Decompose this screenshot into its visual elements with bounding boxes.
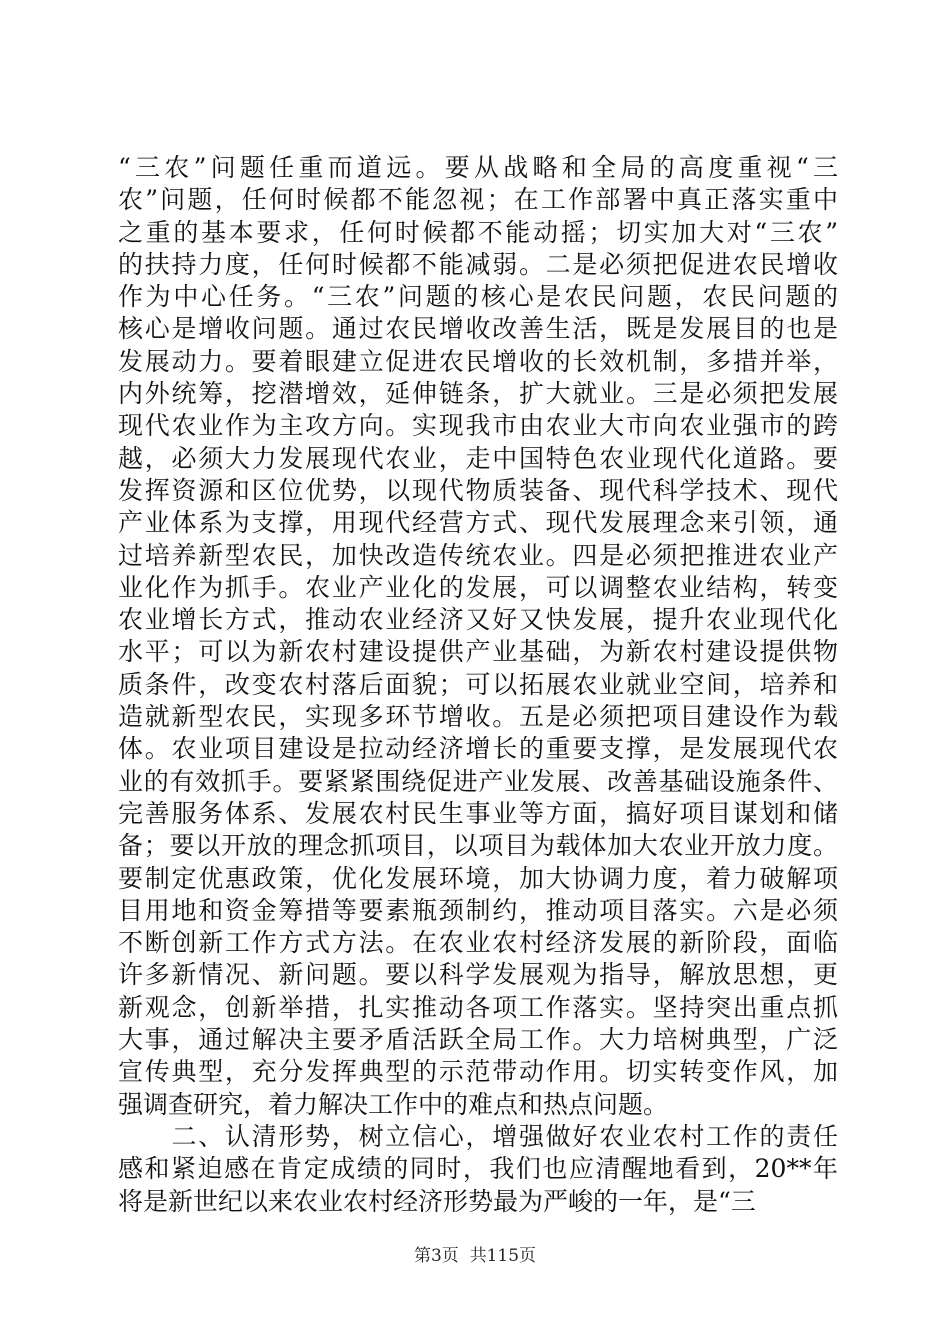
text-line: 备；要以开放的理念抓项目，以项目为载体加大农业开放力度。 [118, 831, 838, 861]
text-line: 许多新情况、新问题。要以科学发展观为指导，解放思想，更 [118, 960, 838, 990]
text-line: 的扶持力度，任何时候都不能减弱。二是必须把促进农民增收 [118, 249, 838, 279]
text-line: 之重的基本要求，任何时候都不能动摇；切实加大对“三农” [118, 217, 838, 247]
text-line: 新观念，创新举措，扎实推动各项工作落实。坚持突出重点抓 [118, 992, 838, 1022]
text-line: 水平；可以为新农村建设提供产业基础，为新农村建设提供物 [118, 637, 838, 667]
text-line: 强调查研究，着力解决工作中的难点和热点问题。 [118, 1089, 669, 1119]
text-line: 质条件，改变农村落后面貌；可以拓展农业就业空间，培养和 [118, 669, 838, 699]
text-line: 发展动力。要着眼建立促进农民增收的长效机制，多措并举， [118, 346, 838, 376]
text-line: 业的有效抓手。要紧紧围绕促进产业发展、改善基础设施条件、 [118, 766, 838, 796]
text-line: 感和紧迫感在肯定成绩的同时，我们也应清醒地看到，20**年 [118, 1154, 838, 1184]
text-line: 过培养新型农民，加快改造传统农业。四是必须把推进农业产 [118, 540, 838, 570]
text-line: 目用地和资金筹措等要素瓶颈制约，推动项目落实。六是必须 [118, 895, 838, 925]
text-line: 二、认清形势，树立信心，增强做好农业农村工作的责任 [118, 1121, 838, 1151]
text-line: 要制定优惠政策，优化发展环境，加大协调力度，着力破解项 [118, 863, 838, 893]
text-line: 完善服务体系、发展农村民生事业等方面，搞好项目谋划和储 [118, 798, 838, 828]
text-line: 业化作为抓手。农业产业化的发展，可以调整农业结构，转变 [118, 572, 838, 602]
text-line: 作为中心任务。“三农”问题的核心是农民问题，农民问题的 [118, 282, 838, 312]
text-line: 农业增长方式，推动农业经济又好又快发展，提升农业现代化 [118, 605, 838, 635]
text-line: 将是新世纪以来农业农村经济形势最为严峻的一年，是“三 [118, 1186, 756, 1216]
text-line: 越，必须大力发展现代农业，走中国特色农业现代化道路。要 [118, 443, 838, 473]
body-text [118, 152, 838, 1218]
text-line: 产业体系为支撑，用现代经营方式、现代发展理念来引领，通 [118, 508, 838, 538]
text-line: 造就新型农民，实现多环节增收。五是必须把项目建设作为载 [118, 702, 838, 732]
text-line: 不断创新工作方式方法。在农业农村经济发展的新阶段，面临 [118, 928, 838, 958]
text-line: 宣传典型，充分发挥典型的示范带动作用。切实转变作风，加 [118, 1057, 838, 1087]
text-line: 发挥资源和区位优势，以现代物质装备、现代科学技术、现代 [118, 475, 838, 505]
page-footer: 第3页 共115页 [413, 1246, 537, 1266]
text-line: 内外统筹，挖潜增效，延伸链条，扩大就业。三是必须把发展 [118, 379, 838, 409]
text-line: 体。农业项目建设是拉动经济增长的重要支撑，是发展现代农 [118, 734, 838, 764]
text-line: “三农”问题任重而道远。要从战略和全局的高度重视“三 [118, 153, 838, 182]
text-line: 大事，通过解决主要矛盾活跃全局工作。大力培树典型，广泛 [118, 1025, 838, 1055]
text-line: 核心是增收问题。通过农民增收改善生活，既是发展目的也是 [118, 314, 838, 344]
text-line: 农”问题，任何时候都不能忽视；在工作部署中真正落实重中 [118, 185, 838, 215]
text-line: 现代农业作为主攻方向。实现我市由农业大市向农业强市的跨 [118, 411, 838, 441]
